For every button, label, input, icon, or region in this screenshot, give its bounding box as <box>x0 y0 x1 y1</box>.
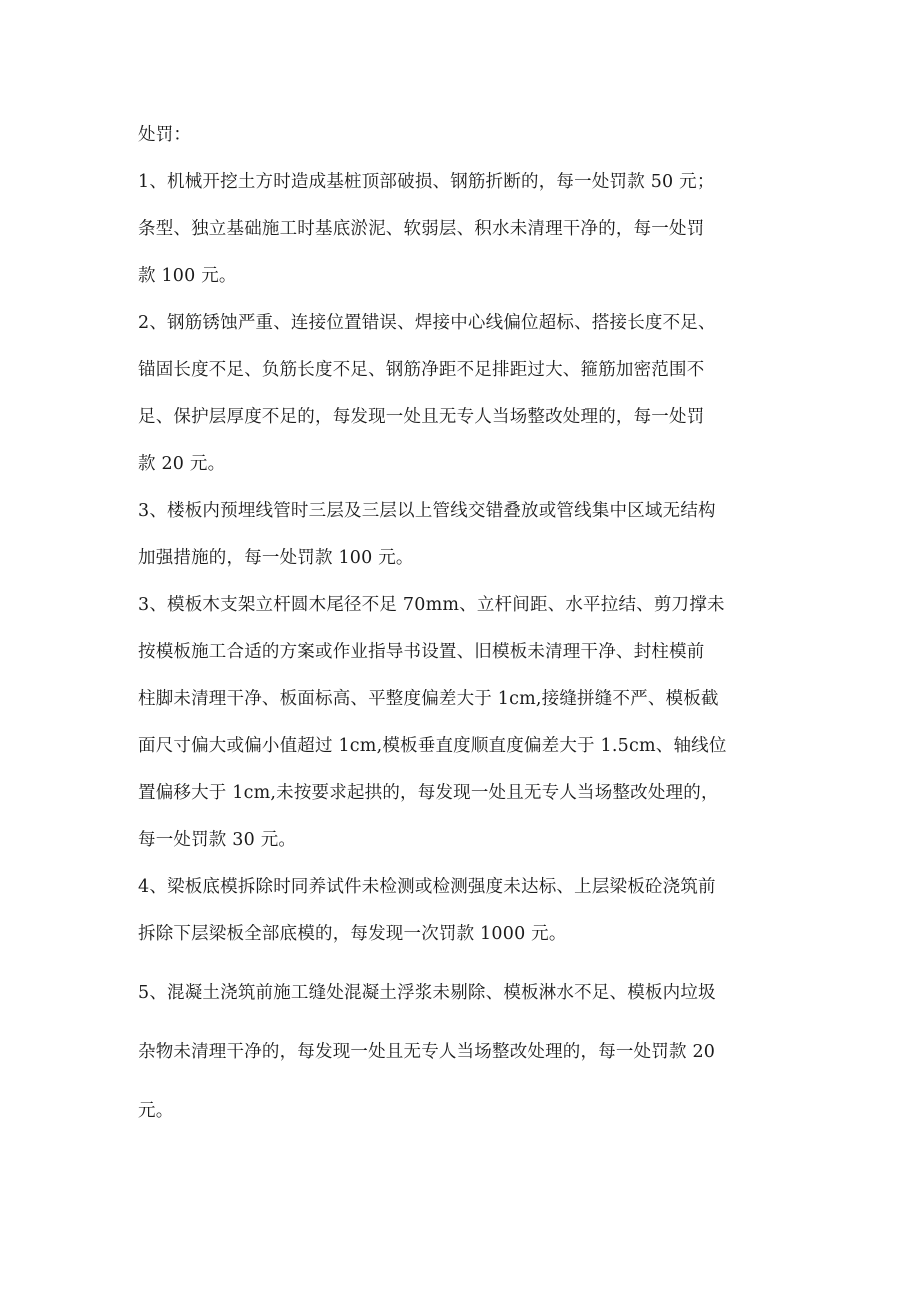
clause-4-line-2: 拆除下层梁板全部底模的，每发现一次罚款 1000 元。 <box>138 924 567 944</box>
clause-3b-line-5: 置偏移大于 1cm,未按要求起拱的，每发现一处且无专人当场整改处理的， <box>138 783 719 803</box>
clause-5-line-3: 元。 <box>138 1101 174 1121</box>
clause-2-line-4: 款 20 元。 <box>138 454 226 474</box>
clause-3b-line-2: 按模板施工合适的方案或作业指导书设置、旧模板未清理干净、封柱模前 <box>138 642 705 662</box>
clause-2-line-3: 足、保护层厚度不足的，每发现一处且无专人当场整改处理的，每一处罚 <box>138 407 705 427</box>
clause-2-line-1: 2、钢筋锈蚀严重、连接位置错误、焊接中心线偏位超标、搭接长度不足、 <box>138 313 716 333</box>
clause-3b-line-6: 每一处罚款 30 元。 <box>138 830 297 850</box>
clause-3b-line-1: 3、模板木支架立杆圆木尾径不足 70mm、立杆间距、水平拉结、剪刀撑未 <box>138 595 725 615</box>
clause-3b-line-3: 柱脚未清理干净、板面标高、平整度偏差大于 1cm,接缝拼缝不严、模板截 <box>138 689 719 709</box>
section-heading: 处罚： <box>138 125 192 145</box>
clause-1-line-1: 1、机械开挖土方时造成基桩顶部破损、钢筋折断的，每一处罚款 50 元； <box>138 172 715 192</box>
clause-3b-line-4: 面尺寸偏大或偏小值超过 1cm,模板垂直度顺直度偏差大于 1.5cm、轴线位 <box>138 736 727 756</box>
clause-5-line-2: 杂物未清理干净的，每发现一处且无专人当场整改处理的，每一处罚款 20 <box>138 1042 716 1062</box>
clause-1-line-3: 款 100 元。 <box>138 266 237 286</box>
document-body <box>138 112 788 1135</box>
clause-3a-line-2: 加强措施的，每一处罚款 100 元。 <box>138 548 414 568</box>
clause-5-line-1: 5、混凝土浇筑前施工缝处混凝土浮浆未剔除、模板淋水不足、模板内垃圾 <box>138 983 716 1003</box>
clause-4-line-1: 4、梁板底模拆除时同养试件未检测或检测强度未达标、上层梁板砼浇筑前 <box>138 877 716 897</box>
clause-2-line-2: 锚固长度不足、负筋长度不足、钢筋净距不足排距过大、箍筋加密范围不 <box>138 360 705 380</box>
clause-1-line-2: 条型、独立基础施工时基底淤泥、软弱层、积水未清理干净的，每一处罚 <box>138 219 705 239</box>
clause-3a-line-1: 3、楼板内预埋线管时三层及三层以上管线交错叠放或管线集中区域无结构 <box>138 501 716 521</box>
